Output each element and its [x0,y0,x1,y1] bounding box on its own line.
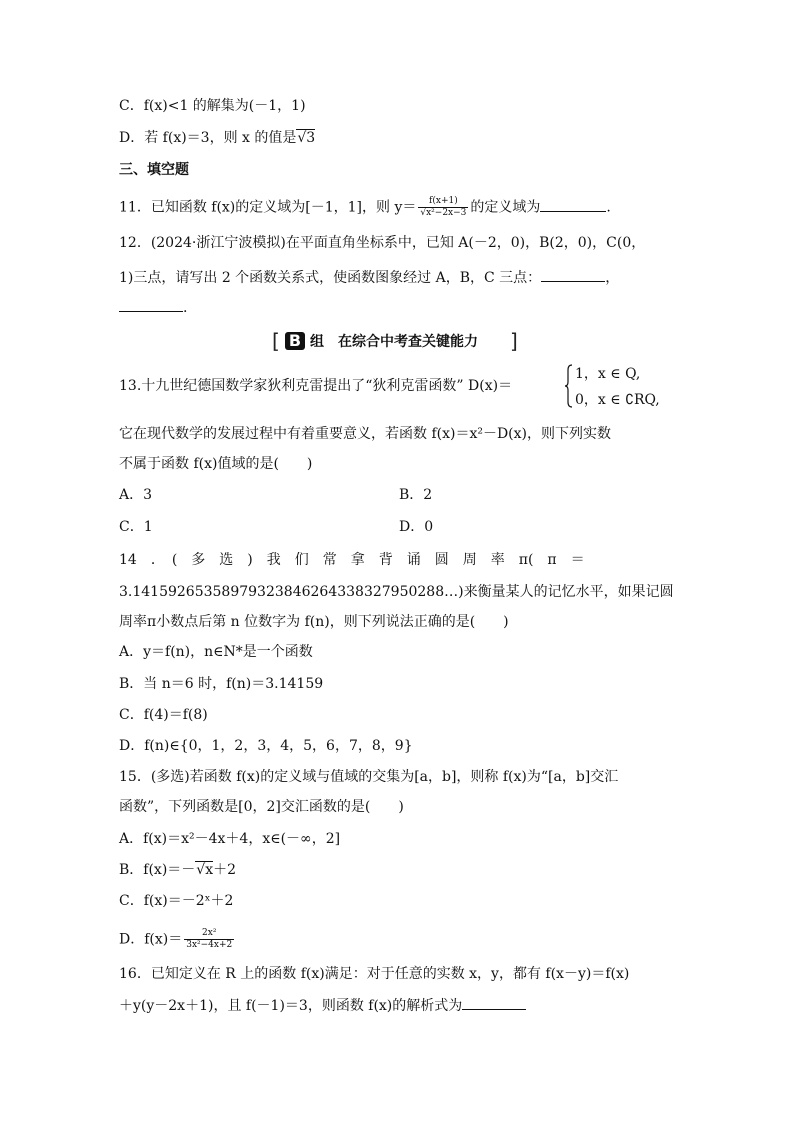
q13-line-1: 13.十九世纪德国数学家狄利克雷提出了“狄利克雷函数” D(x)＝ [119,378,513,394]
q14-line-1: 14 ． ( 多 选 ) 我 们 常 拿 背 诵 圆 周 率 π( π ＝ [119,552,585,568]
q13-option-d[interactable]: D．0 [399,519,434,535]
section-title-fill-blank: 三、填空题 [119,162,189,178]
q12-answer-blank-2[interactable] [119,299,183,312]
q15-b-sqrt: √x [196,862,214,878]
q12-line-3 [119,298,676,318]
q14-line-2: 3.14159265358979323846264338327950288…)来衡量某人的记忆水平，如果记圆 [119,584,674,600]
option-c-text: C．f(x)<1 的解集为(－1，1) [119,98,306,114]
question-11 [119,196,676,216]
q15-line-1: 15．(多选)若函数 f(x)的定义域与值域的交集为[a，b]，则称 f(x)为“[a，b]交汇 [119,769,619,785]
sqrt3: √3 [297,130,316,146]
group-bracket-left: [ [272,329,280,353]
q11-period: . [606,199,611,216]
piecewise-case-1: 1，x ∈ Q, [575,366,641,382]
q15-option-b[interactable] [119,860,676,880]
q15-b-text-b: ＋2 [213,862,237,878]
q14-option-b[interactable]: B．当 n＝6 时，f(n)＝3.14159 [119,676,324,692]
q11-text-a: 11．已知函数 f(x)的定义域为[－1，1]，则 y＝ [119,199,417,216]
q15-d-fraction [184,928,234,951]
q12-comma: ， [605,270,620,286]
q15-b-text-a: B．f(x)＝－ [119,862,196,878]
option-d-line [119,128,676,148]
group-title: 组 在综合中考查关键能力 [310,334,478,350]
q12-line-1: 12．(2024·浙江宁波模拟)在平面直角坐标系中，已知 A(－2，0)，B(2，0)，C(0， [119,235,646,251]
q15-option-d[interactable] [119,928,676,948]
group-badge: B [285,332,305,350]
q13-option-b[interactable]: B．2 [399,487,433,503]
piecewise-brace [565,364,573,408]
q14-line-3: 周率π小数点后第 n 位数字为 f(n)，则下列说法正确的是( ) [119,614,509,630]
q15-line-2: 函数”，下列函数是[0，2]交汇函数的是( ) [119,799,404,815]
group-bracket-right: ] [510,329,518,353]
q15-option-a[interactable]: A．f(x)＝x²－4x＋4，x∈(－∞，2] [119,831,341,847]
q11-numerator: f(x+1) [418,196,468,208]
q12-text: 1)三点，请写出 2 个函数关系式，使函数图象经过 A，B，C 三点： [119,270,542,286]
q13-option-a[interactable]: A．3 [119,487,153,503]
q12-period: . [183,300,188,316]
q12-answer-blank-1[interactable] [541,269,605,282]
q14-option-c[interactable]: C．f(4)＝f(8) [119,707,208,723]
group-b-header [272,330,520,354]
q15-d-denominator: 3x²−4x+2 [186,940,233,950]
q14-option-a[interactable]: A．y＝f(n)，n∈N*是一个函数 [119,644,313,660]
q13-option-c[interactable]: C．1 [119,519,153,535]
q16-answer-blank[interactable] [462,997,526,1010]
q15-d-numerator: 2x² [184,928,234,940]
q16-line-2 [119,996,676,1016]
piecewise-case-2: 0，x ∈ ∁RQ, [575,392,660,408]
q11-answer-blank[interactable] [540,199,606,212]
option-d-text: D．若 f(x)＝3，则 x 的值是 [119,130,297,146]
q16-text: ＋y(y－2x＋1)，且 f(－1)＝3，则函数 f(x)的解析式为 [119,998,463,1014]
q13-line-2: 它在现代数学的发展过程中有着重要意义，若函数 f(x)＝x²－D(x)，则下列实数 [119,426,612,442]
q15-d-text: D．f(x)＝ [119,931,183,948]
q11-denominator: √x²−2x−3 [420,208,467,218]
q16-line-1: 16．已知定义在 R 上的函数 f(x)满足：对于任意的实数 x，y，都有 f(x－y)＝f(x) [119,966,630,982]
q12-line-2 [119,268,676,288]
q14-option-d[interactable]: D．f(n)∈{0，1，2，3，4，5，6，7，8，9} [119,738,413,754]
q11-fraction [418,196,468,219]
q11-text-b: 的定义域为 [470,199,541,216]
q15-option-c[interactable]: C．f(x)＝－2ˣ＋2 [119,893,234,909]
q13-line-3: 不属于函数 f(x)值域的是( ) [119,456,313,472]
